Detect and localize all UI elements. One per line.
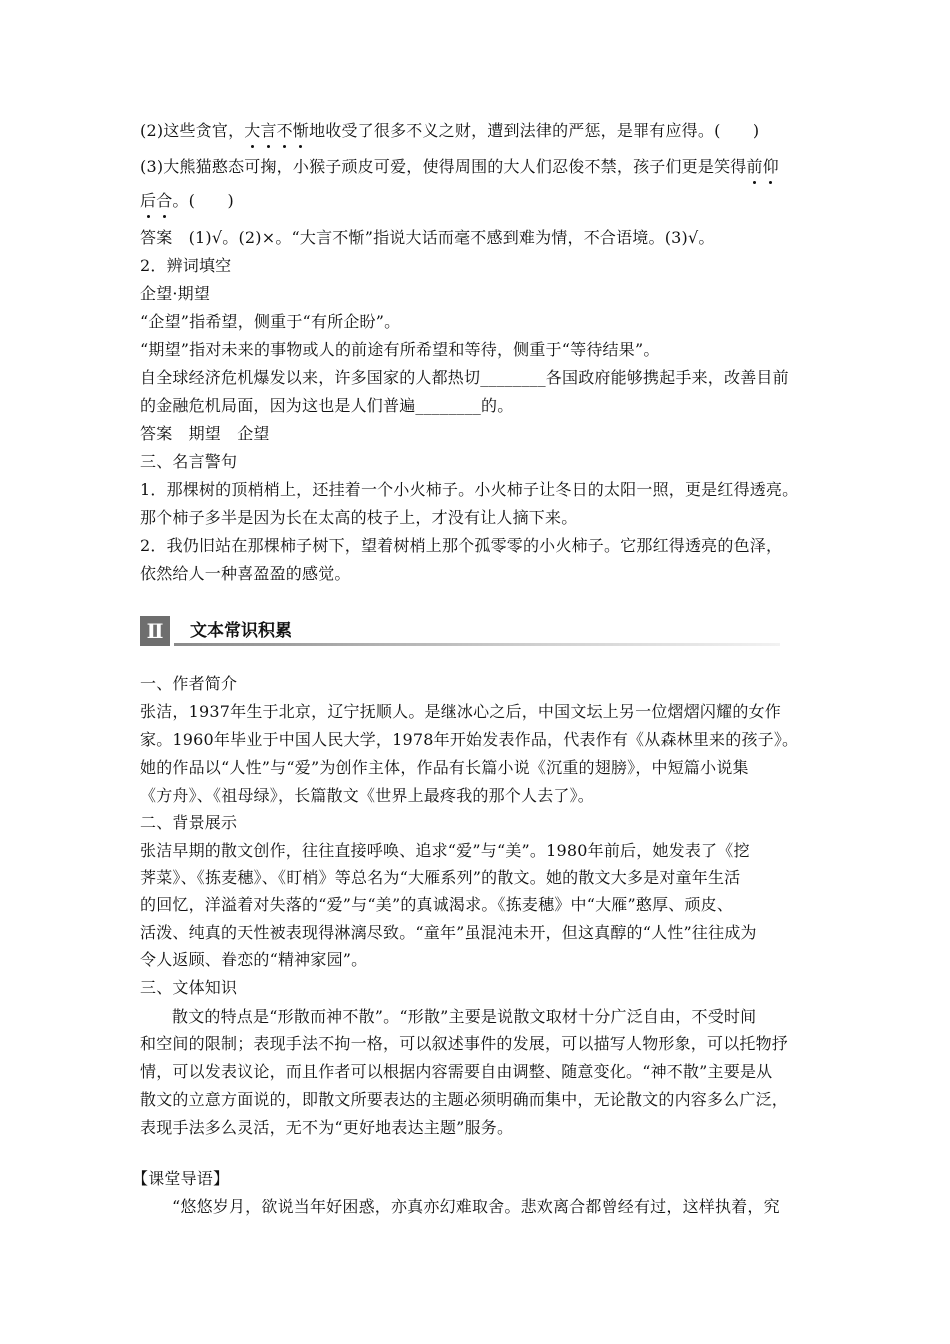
paragraph-line: 张洁，1937年生于北京，辽宁抚顺人。是继冰心之后，中国文坛上另一位熠熠闪耀的女作 bbox=[140, 702, 781, 721]
paragraph-line: 情，可以发表议论，而且作者可以根据内容需要自由调整、随意变化。“神不散”主要是从 bbox=[140, 1062, 773, 1081]
paragraph-line: 荠菜》、《拣麦穗》、《盯梢》等总名为“大雁系列”的散文。她的散文大多是对童年生活 bbox=[140, 868, 741, 887]
paragraph-line: 表现手法多么灵活，无不为“更好地表达主题”服务。 bbox=[140, 1118, 514, 1137]
paragraph-line: 家。1960年毕业于中国人民大学，1978年开始发表作品，代表作有《从森林里来的孩子》。 bbox=[140, 730, 799, 749]
quote-line: 依然给人一种喜盈盈的感觉。 bbox=[140, 564, 351, 583]
section-heading: 2．辨词填空 bbox=[140, 256, 232, 275]
section-heading: 二、背景展示 bbox=[140, 813, 238, 832]
paragraph-line: 散文的立意方面说的，即散文所要表达的主题必须明确而集中，无论散文的内容多么广泛， bbox=[140, 1090, 789, 1109]
fill-blank-line: 自全球经济危机爆发以来，许多国家的人都热切________各国政府能够携起手来，改善目前 bbox=[140, 368, 789, 387]
emphasized-phrase: 后合 bbox=[140, 191, 173, 210]
answer-line: 答案 (1)√。(2)×。“大言不惭”指说大话而毫不感到难为情，不合语境。(3)√。 bbox=[140, 228, 715, 247]
exercise-item-3 bbox=[140, 156, 820, 178]
paragraph-line: 张洁早期的散文创作，往往直接呼唤、追求“爱”与“美”。1980年前后，她发表了《挖 bbox=[140, 841, 750, 860]
section-title: 文本常识积累 bbox=[190, 621, 292, 641]
definition-line: “期望”指对未来的事物或人的前途有所希望和等待，侧重于“等待结果”。 bbox=[140, 340, 660, 359]
answer-line: 答案 期望 企望 bbox=[140, 424, 270, 443]
exercise-item-3-text: (3)大熊猫憨态可掬，小猴子顽皮可爱，使得周围的大人们忍俊不禁，孩子们更是笑得 bbox=[140, 157, 747, 176]
word-pair: 企望·期望 bbox=[140, 284, 211, 303]
paragraph-line: 的回忆，洋溢着对失落的“爱”与“美”的真诚渴求。《拣麦穗》中“大雁”憨厚、顽皮、 bbox=[140, 895, 734, 914]
section-heading: 【课堂导语】 bbox=[132, 1169, 230, 1188]
quote-line: 2．我仍旧站在那棵柿子树下，望着树梢上那个孤零零的小火柿子。它那红得透亮的色泽， bbox=[140, 536, 783, 555]
paragraph-line: 《方舟》、《祖母绿》，长篇散文《世界上最疼我的那个人去了》。 bbox=[140, 786, 595, 805]
section-heading: 三、名言警句 bbox=[140, 452, 238, 471]
fill-blank-line: 的金融危机局面，因为这也是人们普遍________的。 bbox=[140, 396, 514, 415]
exercise-item-2 bbox=[140, 120, 820, 142]
emphasized-phrase: 前仰 bbox=[746, 157, 779, 176]
section-heading: 三、文体知识 bbox=[140, 978, 238, 997]
exercise-item-3-rest: 。( ) bbox=[172, 191, 234, 210]
exercise-item-2-text: (2)这些贪官， bbox=[140, 121, 245, 140]
section-number-badge: Ⅱ bbox=[140, 616, 170, 646]
paragraph-line: 和空间的限制；表现手法不拘一格，可以叙述事件的发展，可以描写人物形象，可以托物抒 bbox=[140, 1034, 789, 1053]
paragraph-line: “悠悠岁月，欲说当年好困惑，亦真亦幻难取舍。悲欢离合都曾经有过，这样执着，究 bbox=[172, 1197, 780, 1216]
section-divider bbox=[174, 643, 780, 646]
section-banner bbox=[140, 616, 780, 646]
paragraph-line: 令人返顾、眷恋的“精神家园”。 bbox=[140, 950, 368, 969]
paragraph-line: 她的作品以“人性”与“爱”为创作主体，作品有长篇小说《沉重的翅膀》，中短篇小说集 bbox=[140, 758, 749, 777]
emphasized-phrase: 大言不惭 bbox=[244, 121, 310, 140]
section-heading: 一、作者简介 bbox=[140, 674, 238, 693]
quote-line: 1．那棵树的顶梢梢上，还挂着一个小火柿子。小火柿子让冬日的太阳一照，更是红得透亮。 bbox=[140, 480, 799, 499]
definition-line: “企望”指希望，侧重于“有所企盼”。 bbox=[140, 312, 401, 331]
quote-line: 那个柿子多半是因为长在太高的枝子上，才没有让人摘下来。 bbox=[140, 508, 578, 527]
exercise-item-2-rest: 地收受了很多不义之财，遭到法律的严惩，是罪有应得。( ) bbox=[309, 121, 760, 140]
paragraph-line: 活泼、纯真的天性被表现得淋漓尽致。“童年”虽混沌未开，但这真醇的“人性”往往成为 bbox=[140, 923, 757, 942]
exercise-item-3-cont bbox=[140, 190, 820, 212]
paragraph-line: 散文的特点是“形散而神不散”。“形散”主要是说散文取材十分广泛自由，不受时间 bbox=[172, 1007, 757, 1026]
